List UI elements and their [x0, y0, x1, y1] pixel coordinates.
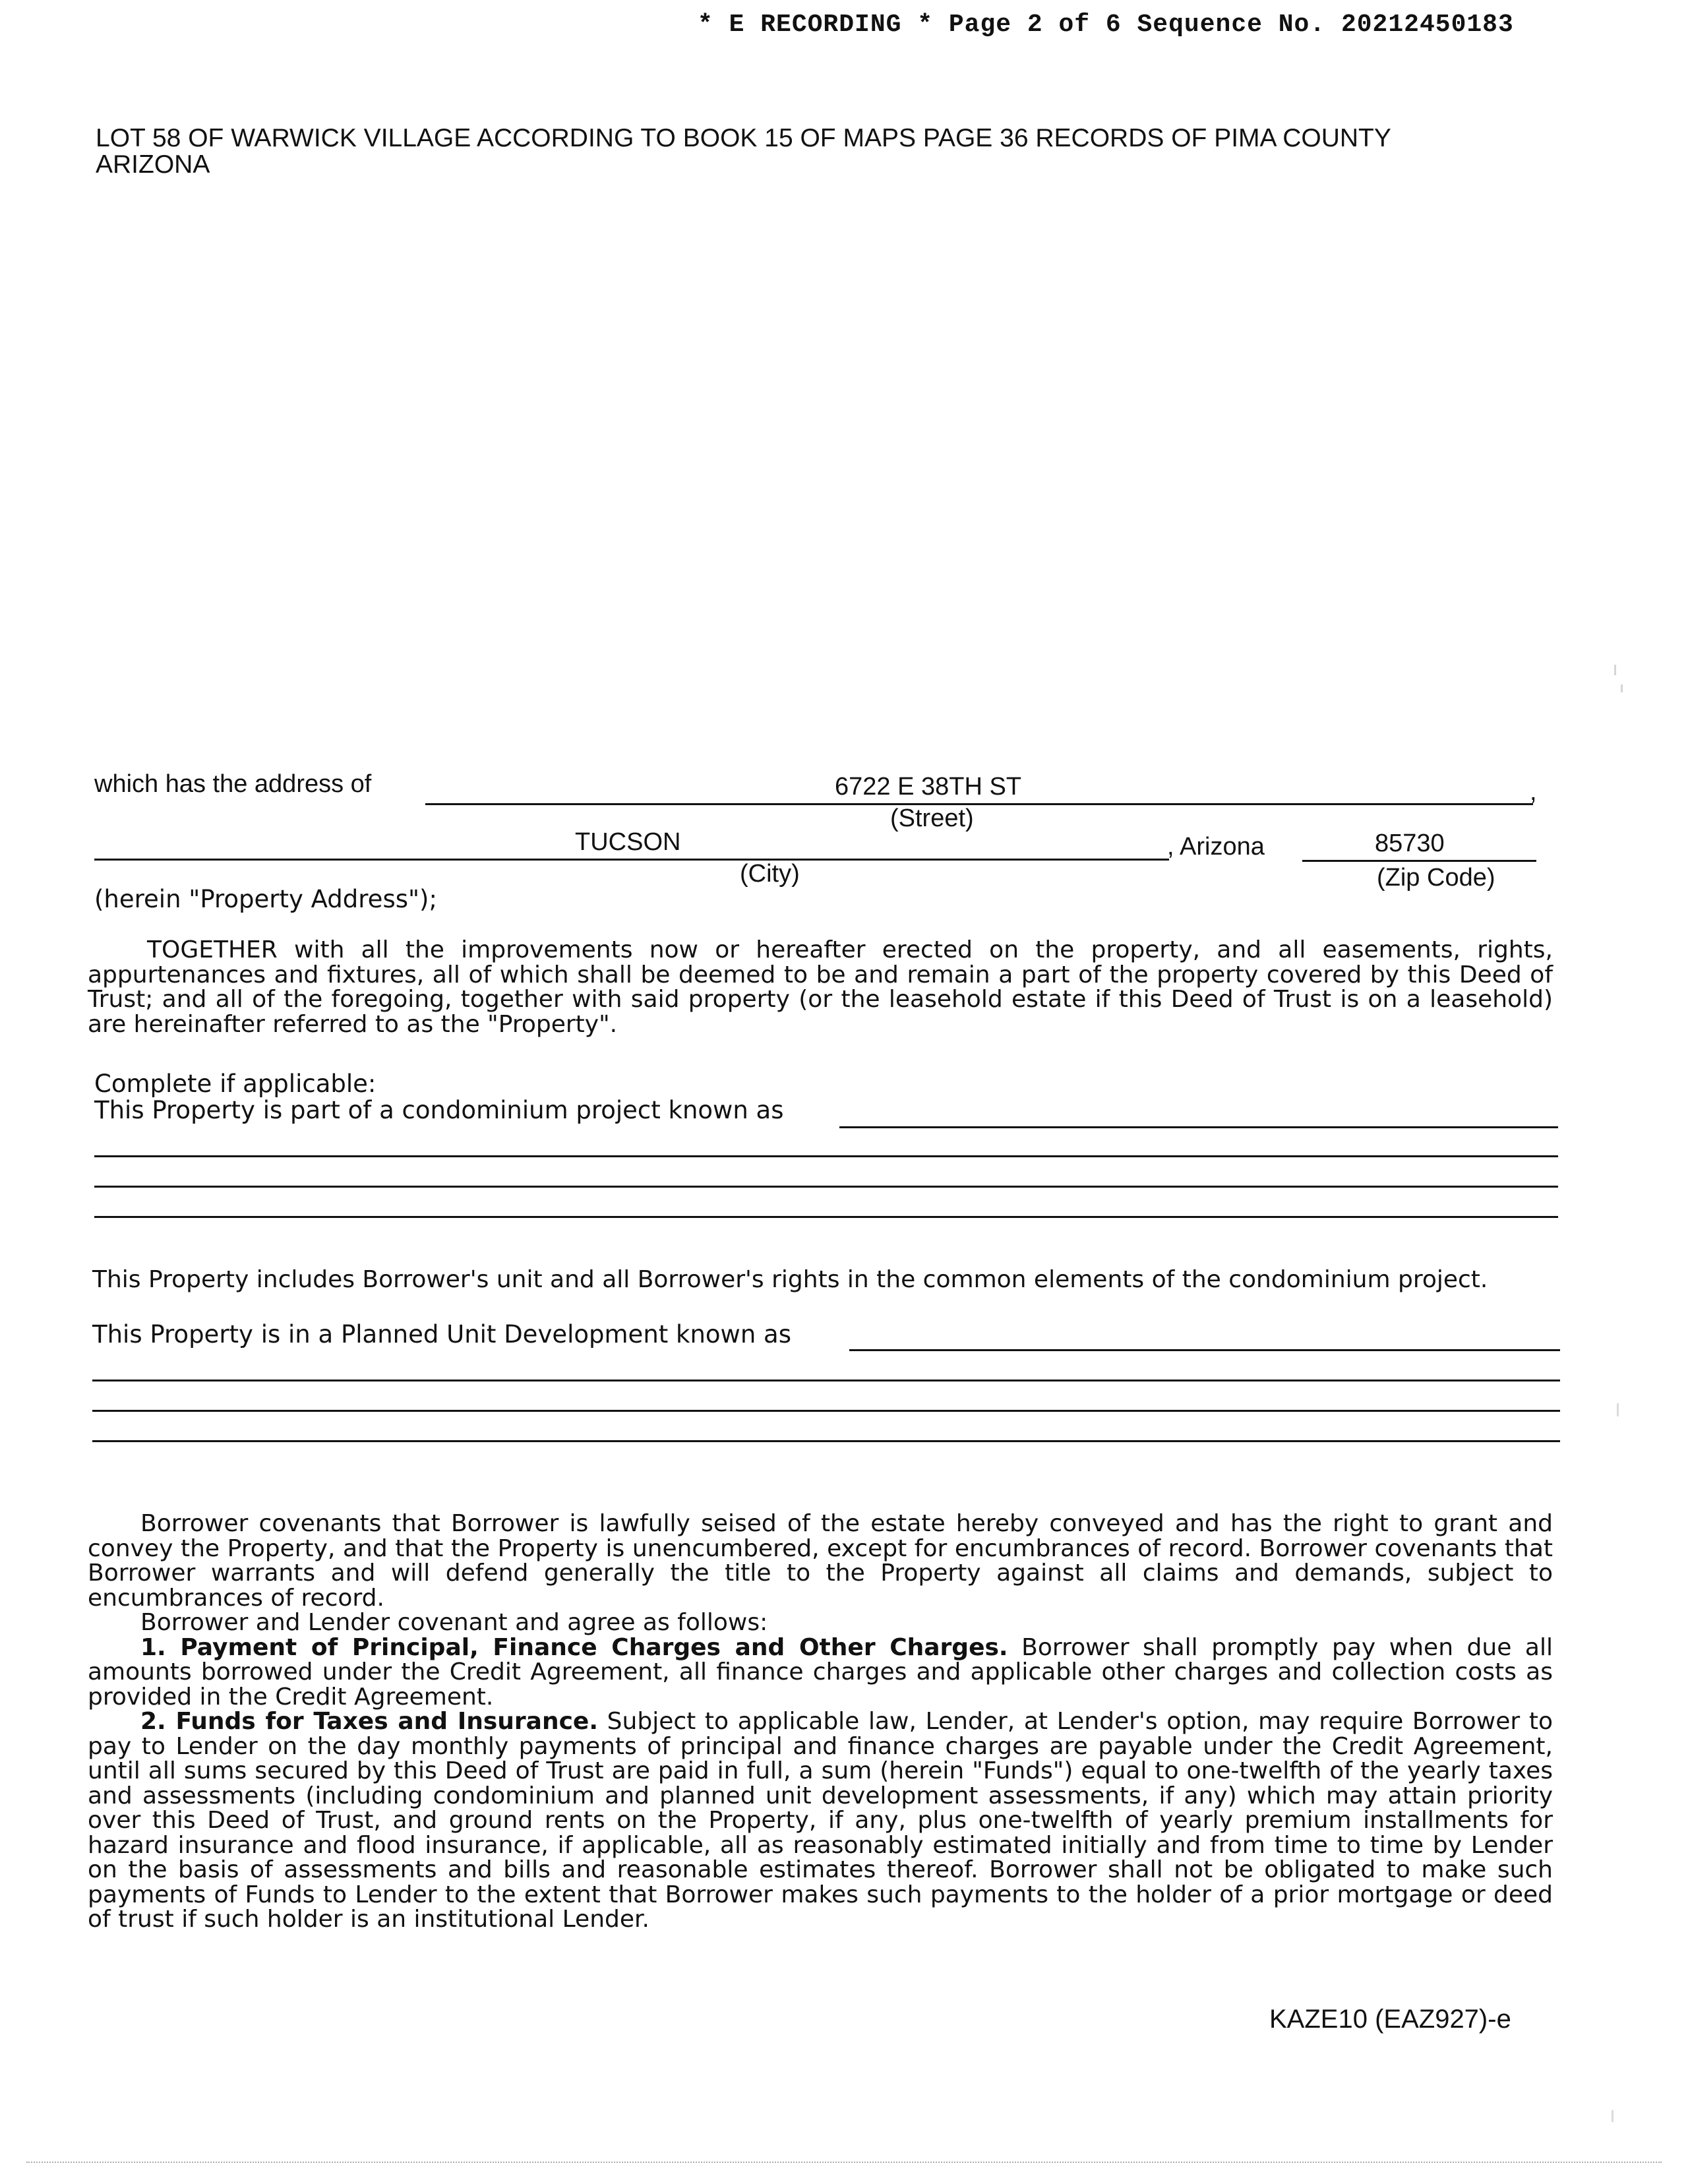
covenant-item-2 — [88, 1709, 1553, 1932]
street-value: 6722 E 38TH ST — [835, 773, 1022, 801]
complete-if-applicable: Complete if applicable: — [94, 1070, 377, 1098]
city-line — [94, 859, 1169, 861]
zip-caption: (Zip Code) — [1377, 864, 1495, 892]
item-2-body: Subject to applicable law, Lender, at Lender's option, may require Borrower to pay to Lender on the day monthly payments of principal and finance charges are payable under the Credit Agreement, until all sums secured by this Deed of Trust are paid in full, a sum (herein "Funds") equal to one-twelfth of the yearly taxes and assessments (including condominium and planned unit development assessments, if any) which may attain priority over this Deed of Trust, and ground rents on the Property, if any, plus one-twelfth of yearly premium installments for hazard insurance and flood insurance, if applicable, all as reasonably estimated initially and from time to time by Lender on the basis of assessments and bills and reasonable estimates thereof. Borrower shall not be obligated to make such payments of Funds to Lender to the extent that Borrower makes such payments to the holder of a prior mortgage or deed of trust if such holder is an institutional Lender. — [88, 1708, 1553, 1933]
scan-artifact — [1612, 2110, 1613, 2122]
condo-name-line — [839, 1126, 1558, 1128]
street-comma: , — [1530, 778, 1537, 806]
covenant-agree-text: Borrower and Lender covenant and agree as follows: — [140, 1609, 768, 1636]
covenant-agree-line — [88, 1610, 1553, 1635]
condo-blank-line-1 — [94, 1155, 1558, 1157]
condo-project-label: This Property is part of a condominium project known as — [94, 1096, 784, 1124]
covenant-seised-paragraph — [88, 1511, 1553, 1610]
zip-value: 85730 — [1375, 830, 1445, 857]
pud-blank-line-3 — [92, 1440, 1560, 1442]
covenant-item-1 — [88, 1635, 1553, 1710]
state-text: , Arizona — [1167, 833, 1265, 861]
address-intro: which has the address of — [94, 770, 372, 798]
scan-artifact — [1614, 665, 1616, 675]
form-code: KAZE10 (EAZ927)-e — [1269, 2005, 1511, 2034]
scan-artifact — [1617, 1403, 1619, 1416]
pud-label: This Property is in a Planned Unit Development known as — [92, 1320, 791, 1349]
legal-description-line-1: LOT 58 OF WARWICK VILLAGE ACCORDING TO BOOK 15 OF MAPS PAGE 36 RECORDS OF PIMA COUNTY — [96, 124, 1391, 152]
item-1-title: 1. Payment of Principal, Finance Charges and Other Charges. — [140, 1633, 1008, 1661]
pud-blank-line-1 — [92, 1380, 1560, 1381]
zip-line — [1302, 860, 1536, 862]
street-caption: (Street) — [890, 804, 974, 832]
pud-name-line — [849, 1349, 1560, 1351]
legal-description-line-2: ARIZONA — [96, 150, 210, 179]
condo-blank-line-3 — [94, 1216, 1558, 1218]
street-line — [425, 803, 1533, 805]
covenant-seised-text: Borrower covenants that Borrower is lawfully seised of the estate hereby conveyed and has the right to grant and convey the Property, and that the Property is unencumbered, except for encumbrances of record. Borrower covenants that Borrower warrants and will defend generally the title to the Property against all claims and demands, subject to encumbrances of record. — [88, 1510, 1553, 1612]
condo-blank-line-2 — [94, 1186, 1558, 1188]
together-paragraph: TOGETHER with all the improvements now or hereafter erected on the property, and all easements, rights, appurtenances and fixtures, all of which shall be deemed to be and remain a part of the property covered by this Deed of Trust; and all of the foregoing, together with said property (or the leasehold estate if this Deed of Trust is on a leasehold) are hereinafter referred to as the "Property". — [88, 936, 1553, 1038]
city-caption: (City) — [740, 860, 800, 888]
scan-artifact — [1621, 684, 1623, 692]
city-value: TUCSON — [575, 828, 681, 856]
covenants-block — [88, 1511, 1553, 1932]
property-address-note: (herein "Property Address"); — [94, 885, 437, 913]
pud-blank-line-2 — [92, 1410, 1560, 1412]
recording-header: * E RECORDING * Page 2 of 6 Sequence No. 20212450183 — [698, 11, 1514, 39]
item-1-body: Borrower shall promptly pay when due all amounts borrowed under the Credit Agreement, all finance charges and applicable other charges and collection costs as provided in the Credit Agreement. — [88, 1633, 1553, 1711]
condo-includes-text: This Property includes Borrower's unit and all Borrower's rights in the common elements of the condominium project. — [92, 1266, 1488, 1293]
scan-edge-line — [26, 2162, 1662, 2163]
item-2-title: 2. Funds for Taxes and Insurance. — [140, 1708, 599, 1735]
